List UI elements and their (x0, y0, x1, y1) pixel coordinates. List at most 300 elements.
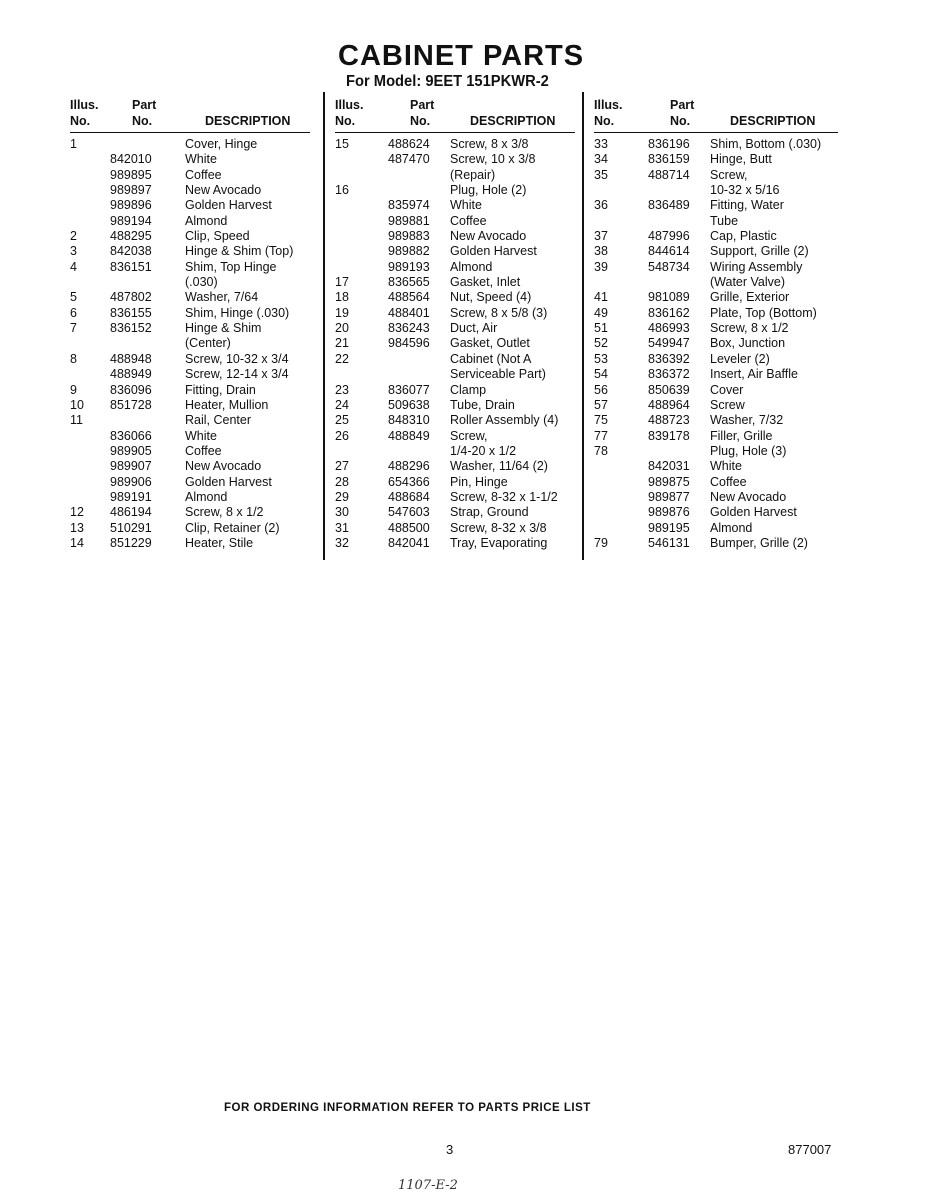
part-row (594, 183, 838, 198)
illus-number: 56 (594, 382, 608, 397)
illus-number: 77 (594, 428, 608, 443)
header-illus-no: No. (70, 114, 91, 128)
part-description: (.030) (185, 275, 218, 290)
part-row (70, 152, 310, 167)
illus-number: 16 (335, 183, 349, 198)
part-number: 836196 (648, 137, 690, 151)
illus-number: 38 (594, 244, 608, 259)
part-row (335, 490, 575, 505)
part-description: Strap, Ground (450, 505, 529, 520)
illus-number: 37 (594, 229, 608, 244)
part-description: Cabinet (Not A (450, 351, 532, 366)
part-number: 842031 (648, 459, 690, 474)
part-row (70, 214, 310, 229)
part-row (594, 260, 838, 275)
illus-number: 30 (335, 505, 349, 520)
part-row (335, 321, 575, 336)
part-number: 839178 (648, 428, 690, 443)
part-description: (Center) (185, 336, 231, 351)
illus-number: 41 (594, 290, 608, 305)
part-description: Washer, 7/64 (185, 290, 259, 305)
part-row (594, 244, 838, 259)
column-divider (582, 92, 584, 560)
header-illus: Illus. (594, 98, 623, 112)
part-row (335, 198, 575, 213)
part-number: 989881 (388, 213, 430, 228)
part-row (335, 152, 575, 167)
column-header (70, 96, 310, 133)
part-description: Almond (185, 213, 228, 228)
part-row (335, 383, 575, 398)
part-row (70, 490, 310, 505)
part-row (594, 152, 838, 167)
header-illus: Illus. (335, 98, 364, 112)
illus-number: 6 (70, 305, 77, 320)
part-description: Coffee (710, 474, 747, 489)
part-number: 486194 (110, 505, 152, 520)
part-row (594, 475, 838, 490)
part-row (335, 475, 575, 490)
part-row (70, 183, 310, 198)
part-row (335, 260, 575, 275)
part-row (335, 352, 575, 367)
part-row (70, 459, 310, 474)
illus-number: 25 (335, 413, 349, 428)
illus-number: 22 (335, 351, 349, 366)
part-number: 836155 (110, 305, 152, 320)
part-number: 989193 (388, 259, 430, 274)
illus-number: 21 (335, 336, 349, 351)
part-number: 842038 (110, 244, 152, 259)
part-row (70, 244, 310, 259)
part-description: Support, Grille (2) (710, 244, 809, 259)
part-description: Shim, Top Hinge (185, 259, 277, 274)
illus-number: 3 (70, 244, 77, 259)
part-row (335, 168, 575, 183)
illus-number: 13 (70, 520, 84, 535)
illus-number: 14 (70, 535, 84, 550)
part-row (70, 521, 310, 536)
illus-number: 8 (70, 351, 77, 366)
part-number: 835974 (388, 198, 430, 213)
part-number: 487802 (110, 290, 152, 305)
part-row (335, 459, 575, 474)
part-number: 836565 (388, 275, 430, 290)
part-number: 488295 (110, 229, 152, 244)
part-number: 549947 (648, 336, 690, 351)
part-number: 836372 (648, 367, 690, 382)
part-number: 546131 (648, 535, 690, 550)
part-description: Screw, 8 x 1/2 (710, 321, 789, 336)
part-number: 487470 (388, 152, 430, 167)
illus-number: 26 (335, 428, 349, 443)
part-description: Golden Harvest (450, 244, 537, 259)
part-number: 989883 (388, 229, 430, 244)
part-number: 488714 (648, 167, 690, 182)
part-description: Screw, 8 x 1/2 (185, 505, 264, 520)
part-number: 836152 (110, 321, 152, 336)
part-description: Shim, Hinge (.030) (185, 305, 290, 320)
part-description: Screw (710, 397, 745, 412)
part-number: 488684 (388, 489, 430, 504)
part-description: Gasket, Inlet (450, 275, 521, 290)
part-row (70, 429, 310, 444)
part-number: 989875 (648, 474, 690, 489)
part-description: Plate, Top (Bottom) (710, 305, 817, 320)
part-row (70, 306, 310, 321)
part-number: 836162 (648, 305, 690, 320)
part-number: 989896 (110, 198, 152, 213)
part-number: 836159 (648, 152, 690, 167)
part-description: Pin, Hinge (450, 474, 508, 489)
header-part: Part (410, 98, 435, 112)
part-row (594, 198, 838, 213)
part-number: 488401 (388, 305, 430, 320)
part-row (335, 229, 575, 244)
illus-number: 27 (335, 459, 349, 474)
part-row (70, 229, 310, 244)
illus-number: 2 (70, 229, 77, 244)
illus-number: 28 (335, 474, 349, 489)
part-row (335, 244, 575, 259)
part-description: New Avocado (710, 489, 787, 504)
part-row (335, 336, 575, 351)
part-row (335, 306, 575, 321)
model-subtitle: For Model: 9EET 151PKWR-2 (346, 73, 549, 90)
page-title: CABINET PARTS (338, 40, 585, 72)
part-description: Fitting, Drain (185, 382, 256, 397)
part-number: 851728 (110, 397, 152, 412)
part-row (70, 475, 310, 490)
part-number: 836489 (648, 198, 690, 213)
part-description: Golden Harvest (185, 198, 272, 213)
part-number: 488500 (388, 520, 430, 535)
part-description: Cover, Hinge (185, 137, 258, 151)
part-row (594, 137, 838, 152)
part-description: Golden Harvest (710, 505, 797, 520)
part-row (70, 168, 310, 183)
part-number: 989882 (388, 244, 430, 259)
part-row (594, 490, 838, 505)
part-number: 851229 (110, 535, 152, 550)
illus-number: 17 (335, 275, 349, 290)
illus-number: 20 (335, 321, 349, 336)
header-part-no: No. (670, 114, 691, 128)
part-row (70, 137, 310, 152)
part-row (594, 306, 838, 321)
part-row (594, 214, 838, 229)
illus-number: 33 (594, 137, 608, 151)
part-row (594, 444, 838, 459)
part-description: Hinge, Butt (710, 152, 772, 167)
part-description: Almond (185, 489, 228, 504)
illus-number: 15 (335, 137, 349, 151)
part-number: 989194 (110, 213, 152, 228)
part-description: (Repair) (450, 167, 496, 182)
part-number: 654366 (388, 474, 430, 489)
illus-number: 9 (70, 382, 77, 397)
part-row (594, 321, 838, 336)
part-description: Box, Junction (710, 336, 786, 351)
part-description: Washer, 7/32 (710, 413, 784, 428)
part-description: Leveler (2) (710, 351, 770, 366)
part-description: Tray, Evaporating (450, 535, 548, 550)
part-description: Screw, 8-32 x 1-1/2 (450, 489, 558, 504)
part-description: Gasket, Outlet (450, 336, 530, 351)
part-row (70, 336, 310, 351)
part-row (335, 137, 575, 152)
part-description: Coffee (185, 167, 222, 182)
part-row (594, 398, 838, 413)
part-description: Golden Harvest (185, 474, 272, 489)
illus-number: 39 (594, 259, 608, 274)
illus-number: 52 (594, 336, 608, 351)
part-description: Rail, Center (185, 413, 251, 428)
part-row (335, 444, 575, 459)
illus-number: 78 (594, 443, 608, 458)
part-description: Shim, Bottom (.030) (710, 137, 822, 151)
parts-column-2 (335, 96, 575, 551)
parts-column-1 (70, 96, 310, 551)
part-row (594, 536, 838, 551)
illus-number: 7 (70, 321, 77, 336)
part-description: Tube, Drain (450, 397, 515, 412)
part-description: Coffee (185, 443, 222, 458)
part-description: Heater, Stile (185, 535, 254, 550)
part-description: Hinge & Shim (Top) (185, 244, 294, 259)
header-description: DESCRIPTION (470, 114, 556, 128)
part-row (70, 367, 310, 382)
part-description: New Avocado (185, 459, 262, 474)
part-number: 836066 (110, 428, 152, 443)
part-description: Insert, Air Baffle (710, 367, 799, 382)
header-illus-no: No. (594, 114, 615, 128)
header-part-no: No. (410, 114, 431, 128)
part-number: 989876 (648, 505, 690, 520)
part-description: 10-32 x 5/16 (710, 183, 780, 198)
part-number: 989906 (110, 474, 152, 489)
illus-number: 11 (70, 413, 83, 428)
part-row (70, 321, 310, 336)
part-row (594, 521, 838, 536)
illus-number: 79 (594, 535, 608, 550)
part-description: Plug, Hole (3) (710, 443, 787, 458)
column-divider (323, 92, 325, 560)
header-part-no: No. (132, 114, 153, 128)
part-description: Heater, Mullion (185, 397, 269, 412)
part-description: Screw, 8-32 x 3/8 (450, 520, 547, 535)
part-number: 488723 (648, 413, 690, 428)
header-illus-no: No. (335, 114, 356, 128)
part-row (594, 459, 838, 474)
column-header (594, 96, 838, 133)
column-header (335, 96, 575, 133)
part-number: 488949 (110, 367, 152, 382)
part-description: (Water Valve) (710, 275, 786, 290)
part-description: Washer, 11/64 (2) (450, 459, 548, 474)
part-number: 984596 (388, 336, 430, 351)
part-number: 488296 (388, 459, 430, 474)
illus-number: 19 (335, 305, 349, 320)
part-description: White (710, 459, 742, 474)
part-description: 1/4-20 x 1/2 (450, 443, 517, 458)
illus-number: 53 (594, 351, 608, 366)
part-description: Plug, Hole (2) (450, 183, 527, 198)
part-row (335, 413, 575, 428)
illus-number: 1 (70, 137, 77, 151)
part-row (70, 275, 310, 290)
part-number: 848310 (388, 413, 430, 428)
parts-column-3 (594, 96, 838, 551)
part-row (594, 229, 838, 244)
part-row (335, 429, 575, 444)
part-number: 547603 (388, 505, 430, 520)
part-row (594, 168, 838, 183)
handwritten-note: 1107-E-2 (398, 1178, 458, 1193)
part-description: White (185, 152, 217, 167)
part-number: 836151 (110, 259, 152, 274)
header-description: DESCRIPTION (205, 114, 291, 128)
part-description: Screw, 8 x 3/8 (450, 137, 529, 151)
part-description: Almond (450, 259, 493, 274)
part-number: 842010 (110, 152, 152, 167)
part-row (335, 505, 575, 520)
part-row (70, 444, 310, 459)
part-description: Hinge & Shim (185, 321, 262, 336)
part-description: White (185, 428, 217, 443)
part-row (70, 383, 310, 398)
part-row (335, 521, 575, 536)
part-row (70, 352, 310, 367)
part-description: New Avocado (185, 183, 262, 198)
part-description: Tube (710, 213, 739, 228)
part-number: 981089 (648, 290, 690, 305)
illus-number: 35 (594, 167, 608, 182)
header-description: DESCRIPTION (730, 114, 816, 128)
illus-number: 49 (594, 305, 608, 320)
part-number: 488624 (388, 137, 430, 151)
page-number: 3 (446, 1142, 454, 1157)
part-number: 989907 (110, 459, 152, 474)
part-description: Screw, 12-14 x 3/4 (185, 367, 289, 382)
part-row (594, 383, 838, 398)
part-number: 487996 (648, 229, 690, 244)
illus-number: 36 (594, 198, 608, 213)
part-description: Clamp (450, 382, 487, 397)
part-description: Screw, (450, 428, 488, 443)
part-number: 486993 (648, 321, 690, 336)
part-row (70, 260, 310, 275)
part-row (594, 413, 838, 428)
illus-number: 51 (594, 321, 608, 336)
part-number: 844614 (648, 244, 690, 259)
part-row (70, 413, 310, 428)
part-row (335, 290, 575, 305)
part-row (594, 275, 838, 290)
part-description: Screw, 8 x 5/8 (3) (450, 305, 548, 320)
part-description: Duct, Air (450, 321, 498, 336)
part-description: Screw, 10 x 3/8 (450, 152, 536, 167)
part-number: 842041 (388, 535, 430, 550)
part-row (594, 352, 838, 367)
part-row (70, 398, 310, 413)
illus-number: 34 (594, 152, 608, 167)
part-row (335, 367, 575, 382)
part-row (594, 336, 838, 351)
part-description: Grille, Exterior (710, 290, 790, 305)
part-number: 548734 (648, 259, 690, 274)
part-number: 488964 (648, 397, 690, 412)
part-description: Wiring Assembly (710, 259, 803, 274)
illus-number: 31 (335, 520, 349, 535)
part-row (335, 275, 575, 290)
illus-number: 12 (70, 505, 84, 520)
part-number: 989905 (110, 443, 152, 458)
part-number: 989895 (110, 167, 152, 182)
ordering-note: FOR ORDERING INFORMATION REFER TO PARTS PRICE LIST (224, 1102, 591, 1114)
illus-number: 29 (335, 489, 349, 504)
part-row (594, 290, 838, 305)
part-description: Cover (710, 382, 744, 397)
part-number: 989191 (110, 489, 152, 504)
part-row (70, 290, 310, 305)
part-description: Filler, Grille (710, 428, 773, 443)
part-description: Clip, Retainer (2) (185, 520, 280, 535)
illus-number: 75 (594, 413, 608, 428)
part-number: 509638 (388, 397, 430, 412)
part-description: Bumper, Grille (2) (710, 535, 808, 550)
part-row (594, 429, 838, 444)
header-illus: Illus. (70, 98, 99, 112)
part-number: 836077 (388, 382, 430, 397)
part-description: Screw, (710, 167, 748, 182)
part-number: 989897 (110, 183, 152, 198)
part-row (335, 214, 575, 229)
part-number: 836243 (388, 321, 430, 336)
part-description: Almond (710, 520, 753, 535)
part-description: White (450, 198, 482, 213)
part-description: Serviceable Part) (450, 367, 546, 382)
part-row (594, 505, 838, 520)
part-description: Coffee (450, 213, 487, 228)
illus-number: 54 (594, 367, 608, 382)
part-row (335, 536, 575, 551)
part-row (70, 505, 310, 520)
part-number: 836392 (648, 351, 690, 366)
part-description: Cap, Plastic (710, 229, 777, 244)
part-description: Clip, Speed (185, 229, 250, 244)
illus-number: 57 (594, 397, 608, 412)
part-description: New Avocado (450, 229, 527, 244)
part-row (594, 367, 838, 382)
illus-number: 23 (335, 382, 349, 397)
part-description: Screw, 10-32 x 3/4 (185, 351, 289, 366)
part-description: Nut, Speed (4) (450, 290, 532, 305)
illus-number: 18 (335, 290, 349, 305)
header-part: Part (670, 98, 695, 112)
part-number: 989195 (648, 520, 690, 535)
part-number: 850639 (648, 382, 690, 397)
part-number: 510291 (110, 520, 152, 535)
part-row (70, 536, 310, 551)
illus-number: 32 (335, 535, 349, 550)
illus-number: 5 (70, 290, 77, 305)
illus-number: 4 (70, 259, 77, 274)
part-number: 989877 (648, 489, 690, 504)
document-number: 877007 (788, 1142, 832, 1157)
part-row (335, 398, 575, 413)
part-number: 488849 (388, 428, 430, 443)
